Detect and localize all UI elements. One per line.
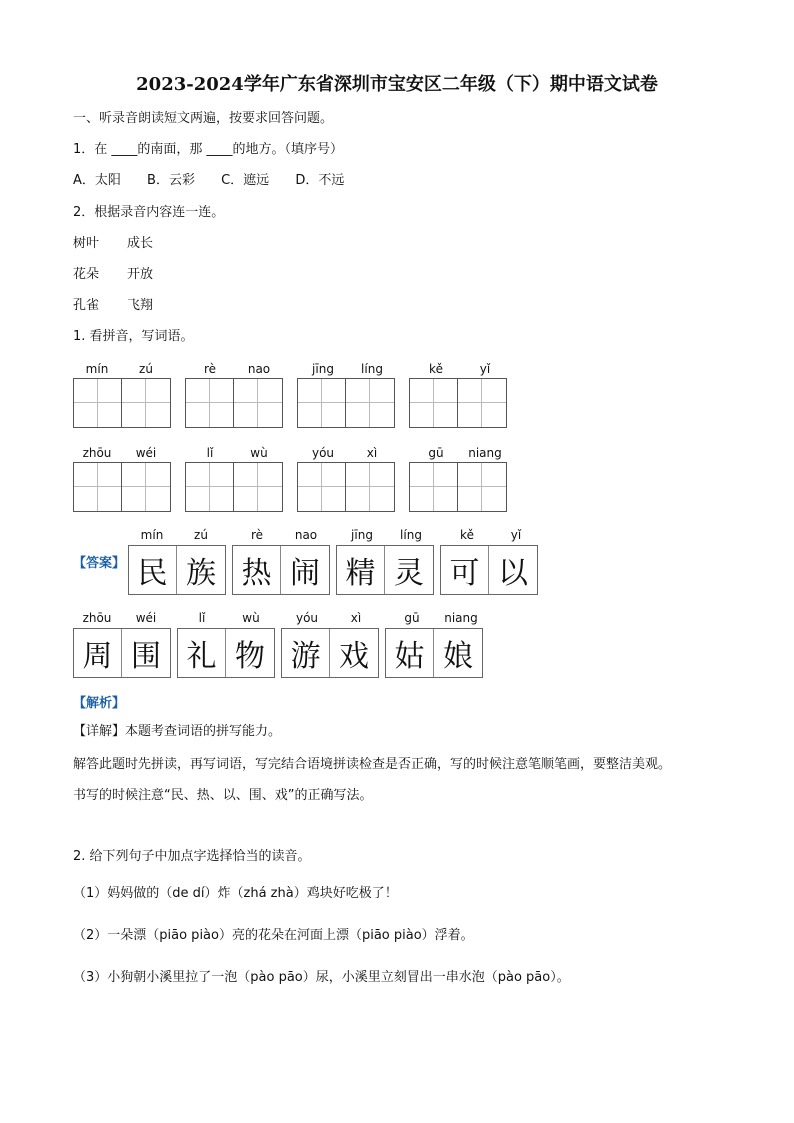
word-box (232, 545, 330, 595)
pinyin: xì (350, 611, 362, 625)
pinyin: yǐ (479, 362, 491, 376)
pinyin: líng (361, 362, 383, 376)
word-box (336, 545, 434, 595)
pinyin: jīng (312, 362, 334, 376)
answer-char: 礼 (178, 629, 226, 677)
writing-cell[interactable] (458, 379, 506, 427)
answer-char: 周 (74, 629, 122, 677)
pinyin: yóu (295, 611, 319, 625)
answer-grid-row-2 (73, 628, 489, 678)
section-heading: 一、听录音朗读短文两遍，按要求回答问题。 (73, 111, 334, 126)
pinyin: nao (294, 528, 318, 542)
writing-cell[interactable] (74, 379, 122, 427)
answer-char: 族 (186, 556, 216, 591)
pinyin: mín (140, 528, 164, 542)
pinyin: xì (366, 446, 378, 460)
pinyin: wù (242, 611, 260, 625)
pinyin: gū (404, 611, 420, 625)
pinyin: yǐ (510, 528, 522, 542)
word-box (409, 378, 507, 428)
pinyin: rè (203, 362, 217, 376)
pinyin: mín (85, 362, 109, 376)
writing-cell[interactable] (298, 379, 346, 427)
answer-char: 物 (235, 639, 265, 674)
options-row (73, 172, 366, 190)
pinyin: rè (250, 528, 264, 542)
pinyin: niang (444, 611, 478, 625)
word-box (177, 628, 275, 678)
answer-char: 游 (282, 629, 330, 677)
word-box (185, 462, 283, 512)
pinyin: wéi (135, 446, 157, 460)
writing-cell[interactable] (186, 379, 234, 427)
writing-cell[interactable] (410, 463, 458, 511)
word-box (297, 378, 395, 428)
answer-char: 闹 (290, 556, 320, 591)
answer-char: 热 (233, 546, 281, 594)
word-box (128, 545, 226, 595)
pinyin: nao (247, 362, 271, 376)
analysis-paragraph-1: 解答此题时先拼读，再写词语，写完结合语境拼读检查是否正确，写的时候注意笔顺笔画，要整洁美观。 (73, 757, 672, 772)
q4-item-2: （2）一朵漂（piāo piào）亮的花朵在河面上漂（piāo piào）浮着。 (73, 928, 474, 943)
pinyin: lǐ (206, 446, 214, 460)
word-box (385, 628, 483, 678)
word-box (297, 462, 395, 512)
answer-char: 精 (337, 546, 385, 594)
writing-cell[interactable] (346, 379, 394, 427)
answer-grid-row-1 (128, 545, 544, 595)
pinyin: zhōu (82, 446, 112, 460)
word-box (73, 628, 171, 678)
writing-cell[interactable] (458, 463, 506, 511)
pinyin: líng (400, 528, 422, 542)
pair-right-2: 开放 (127, 267, 154, 282)
page-title: 2023-2024学年广东省深圳市宝安区二年级（下）期中语文试卷 (136, 74, 658, 95)
answer-char: 姑 (386, 629, 434, 677)
pinyin: jīng (351, 528, 373, 542)
pinyin: kě (460, 528, 474, 542)
pair-right-3: 飞翔 (127, 298, 154, 313)
writing-cell[interactable] (186, 463, 234, 511)
question-2: 2．根据录音内容连一连。 (73, 205, 225, 220)
answer-char: 娘 (443, 639, 473, 674)
answer-char: 可 (441, 546, 489, 594)
pair-left-2: 花朵 (73, 267, 100, 282)
writing-cell[interactable] (234, 379, 282, 427)
writing-cell[interactable] (234, 463, 282, 511)
question-3: 1. 看拼音，写词语。 (73, 329, 194, 344)
writing-cell[interactable] (74, 463, 122, 511)
pinyin: zú (139, 362, 153, 376)
detail-line (73, 723, 281, 741)
writing-cell[interactable] (122, 379, 170, 427)
option-c: C．遮远 (221, 173, 270, 188)
writing-cell[interactable] (410, 379, 458, 427)
word-box (440, 545, 538, 595)
writing-cell[interactable] (298, 463, 346, 511)
word-box (409, 462, 507, 512)
answer-char: 围 (131, 639, 161, 674)
question-4: 2. 给下列句子中加点字选择恰当的读音。 (73, 849, 311, 864)
detail-text: 本题考查词语的拼写能力。 (125, 724, 282, 739)
detail-tag: 【详解】 (73, 724, 126, 739)
pinyin: zhōu (82, 611, 112, 625)
analysis-paragraph-2: 书写的时候注意“民、热、以、围、戏”的正确写法。 (73, 788, 373, 803)
pinyin: zú (194, 528, 208, 542)
q4-item-1: （1）妈妈做的（de dí）炸（zhá zhà）鸡块好吃极了！ (73, 886, 398, 901)
answer-char: 民 (129, 546, 177, 594)
answer-char: 戏 (339, 639, 369, 674)
option-b: B．云彩 (147, 173, 195, 188)
pinyin: gū (428, 446, 444, 460)
pinyin: niang (468, 446, 502, 460)
pair-left-1: 树叶 (73, 236, 100, 251)
q3-grid-row-2 (73, 462, 521, 512)
pinyin: kě (429, 362, 443, 376)
word-box (281, 628, 379, 678)
pinyin: yóu (311, 446, 335, 460)
pinyin: wù (250, 446, 268, 460)
answer-char: 以 (498, 556, 528, 591)
pair-left-3: 孔雀 (73, 298, 100, 313)
answer-tag: 【答案】 (73, 556, 126, 571)
writing-cell[interactable] (346, 463, 394, 511)
pinyin: wéi (135, 611, 157, 625)
question-1: 1．在 ____的南面，那 ____的地方。（填序号） (73, 142, 344, 157)
option-d: D．不远 (295, 173, 345, 188)
pinyin: lǐ (198, 611, 206, 625)
word-box (185, 378, 283, 428)
writing-cell[interactable] (122, 463, 170, 511)
word-box (73, 462, 171, 512)
option-a: A．太阳 (73, 173, 121, 188)
answer-char: 灵 (394, 556, 424, 591)
analysis-tag: 【解析】 (73, 696, 126, 711)
q4-item-3: （3）小狗朝小溪里拉了一泡（pào pāo）尿，小溪里立刻冒出一串水泡（pào pāo）。 (73, 970, 570, 985)
q3-grid-row-1 (73, 378, 521, 428)
word-box (73, 378, 171, 428)
pair-right-1: 成长 (127, 236, 154, 251)
